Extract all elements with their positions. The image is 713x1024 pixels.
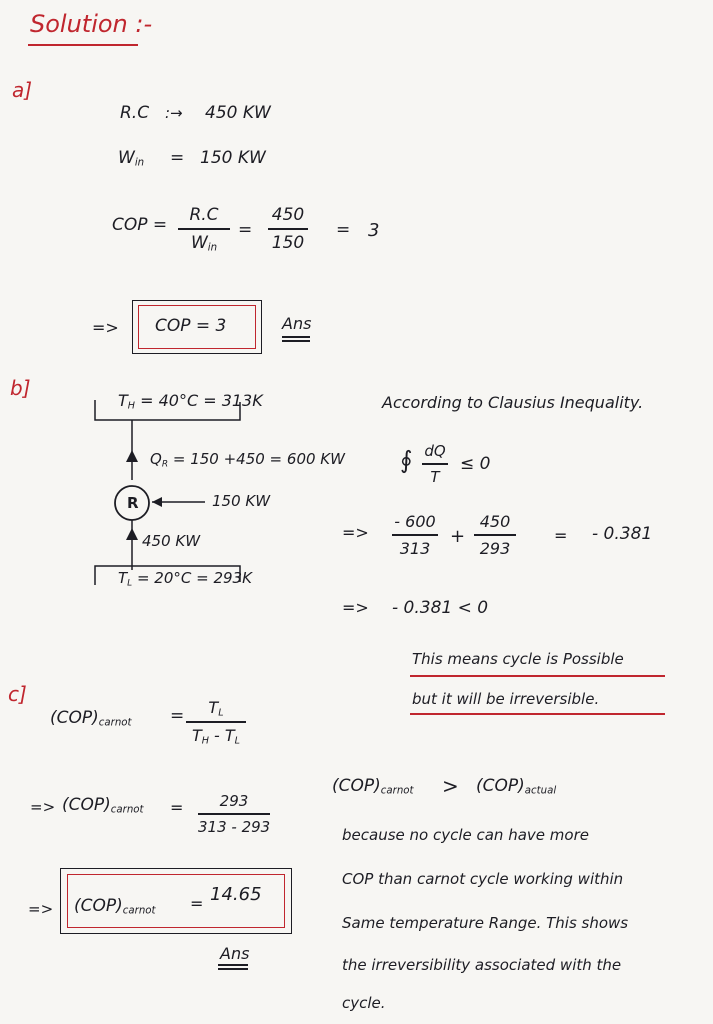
arrow-b2: =>	[342, 598, 369, 617]
compare-left: $(COP)_{carnot}$	[332, 776, 414, 797]
compare-right: $(COP)_{actual}$	[476, 776, 557, 797]
means-line2: but it will be irreversible.	[412, 690, 600, 708]
boxed-value: 14.65	[210, 884, 262, 905]
tl-over-th-tl: $T_L$ $T_H - T_L$	[186, 698, 246, 746]
refrigerator-r: R	[127, 494, 139, 512]
cop-label: COP =	[112, 215, 168, 235]
win-value: 150 KW	[200, 148, 266, 168]
rc-value: 450 KW	[205, 103, 271, 123]
reason-line3: Same temperature Range. This shows	[342, 914, 629, 932]
reason-line4: the irreversibility associated with the	[342, 956, 622, 974]
part-b-label: b]	[10, 376, 31, 400]
le-zero: ≤ 0	[460, 454, 491, 474]
clausius-text: According to Clausius Inequality.	[382, 393, 644, 412]
frac-293-313-293: 293 313 - 293	[198, 792, 271, 836]
rc-arrow: :→	[165, 104, 183, 122]
cop-carnot-eq2: =	[170, 798, 184, 817]
cop-fraction: R.C $W_{in}$	[178, 205, 230, 253]
cop-numeric-fraction: 450 150	[268, 205, 308, 253]
arrow-b1: =>	[342, 523, 369, 542]
reason-line5: cycle.	[342, 994, 386, 1012]
tl-label: $T_L = 20^\circ C = 293K$	[118, 569, 252, 589]
cop-carnot-2: $(COP)_{carnot}$	[62, 795, 144, 816]
part-a-label: a]	[12, 78, 33, 102]
win-label: $W_{in}$	[118, 148, 145, 169]
ans-c-underline2	[218, 968, 248, 970]
win-equals: =	[170, 148, 185, 168]
cop-eq2: =	[336, 220, 351, 240]
inequality-result: - 0.381 < 0	[392, 598, 489, 618]
arrow-c2: =>	[28, 900, 54, 918]
ans-a: Ans	[282, 314, 312, 333]
qr-label: $Q_R = 150 +450 = 600$ KW	[150, 450, 345, 470]
th-label: $T_H = 40^\circ C = 313K$	[118, 391, 263, 412]
frac-450-293: 450 293	[474, 512, 516, 558]
cop-boxed: COP = 3	[155, 316, 227, 336]
plus-sign: +	[450, 526, 466, 547]
solution-heading: Solution :-	[30, 10, 153, 38]
part-c-label: c]	[8, 682, 27, 706]
q-low-label: 450 KW	[142, 532, 201, 550]
clausius-value: - 0.381	[592, 524, 653, 544]
reason-line1: because no cycle can have more	[342, 826, 589, 844]
arrow-c1: =>	[30, 798, 56, 816]
ans-c: Ans	[220, 944, 250, 963]
rc-label: R.C	[120, 103, 150, 123]
cop-carnot-eq: =	[170, 706, 185, 726]
cop-carnot-def: $(COP)_{carnot}$	[50, 708, 132, 729]
w-in-label: 150 KW	[212, 492, 271, 510]
dq-over-t: dQ T	[422, 442, 448, 486]
greater-than: >	[442, 774, 459, 798]
frac-600-313: - 600 313	[392, 512, 438, 558]
means-underline2	[410, 713, 665, 715]
cop-result: 3	[368, 220, 380, 241]
means-underline1	[410, 675, 665, 677]
integral-sign: ∮	[400, 446, 413, 474]
reason-line2: COP than carnot cycle working within	[342, 870, 624, 888]
boxed-cop-carnot: $(COP)_{carnot}$	[74, 896, 156, 917]
boxed-eq: =	[190, 894, 204, 913]
cop-eq1: =	[238, 220, 253, 240]
eq-sign-b: =	[554, 526, 568, 545]
arrow-a: =>	[92, 318, 119, 337]
ans-c-underline1	[218, 964, 248, 966]
means-line1: This means cycle is Possible	[412, 650, 624, 668]
